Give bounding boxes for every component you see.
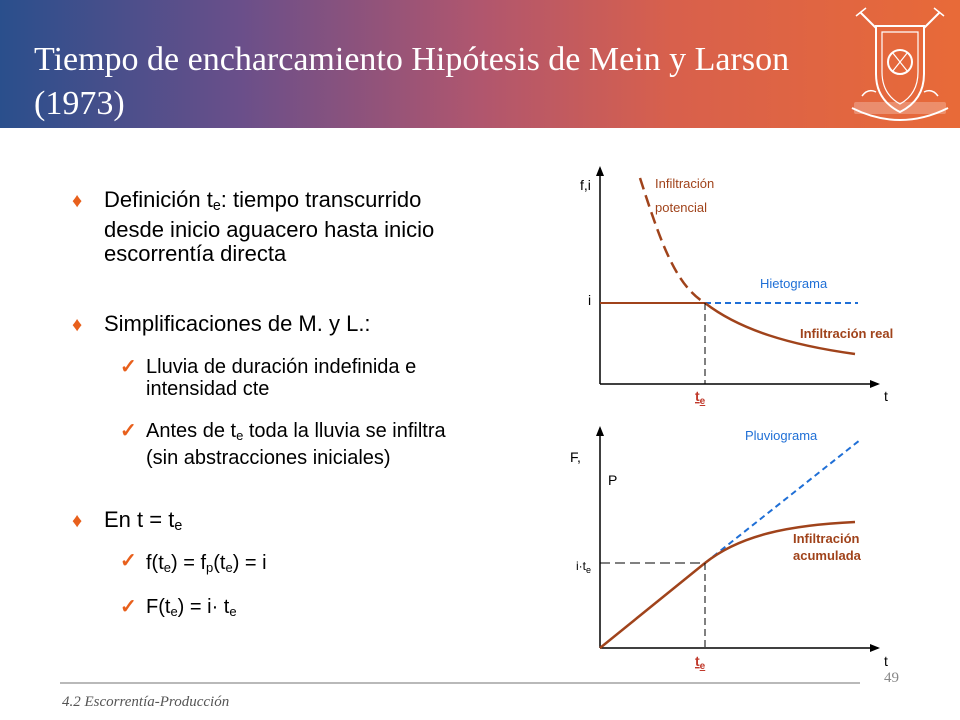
bottom-x-label: t [884, 653, 888, 669]
potencial-label-1: Infiltración [655, 176, 715, 191]
sub-bullet-eq1: $f(t_e) = f_p(t_e) = i$ [146, 552, 267, 575]
page-number: 49 [884, 670, 899, 686]
bullet-simplificaciones: Simplificaciones de M. y L.: [104, 311, 371, 336]
bottom-rain-line [600, 563, 705, 648]
bottom-chart [570, 426, 888, 672]
infiltracion-real-label: Infiltración real [800, 326, 894, 341]
sub-bullet-antes: Antes de $t_e$ toda la lluvia se infiltra (sin abstracciones iniciales) [146, 420, 446, 469]
check-icon: ✓ [120, 596, 137, 618]
potencial-label-2: potencial [655, 200, 708, 215]
check-icon: ✓ [120, 420, 137, 442]
top-i-label: i [588, 292, 592, 308]
pluviograma-label: Pluviograma [745, 428, 818, 443]
bottom-y-label: F, [570, 449, 581, 465]
acumulada-label-2: acumulada [793, 548, 861, 563]
bottom-ite-label: $i\cdot t_e$ [576, 559, 592, 575]
check-icon: ✓ [120, 550, 137, 572]
drop-bullet-icon: ♦ [72, 190, 83, 212]
hietograma-label: Hietograma [760, 276, 828, 291]
bottom-te-label: $t_e$ [695, 653, 706, 672]
acumulada-label-1: Infiltración [793, 531, 860, 546]
slide-title: Tiempo de encharcamiento Hipótesis de Mein y Larson (1973) [34, 41, 790, 122]
check-icon: ✓ [120, 356, 137, 378]
sub-bullet-lluvia: Lluvia de duración indefinida e intensidad cte [146, 356, 417, 400]
top-y-label: f,i [580, 177, 591, 193]
sub-bullet-eq2: $F(t_e) = i\cdot t_e$ [146, 596, 237, 619]
bullet-definicion: Definición $t_e$: tiempo transcurrido desde inicio aguacero hasta inicio escorrentía directa [104, 187, 435, 266]
drop-bullet-icon: ♦ [72, 314, 83, 336]
bottom-p-label: P [608, 472, 618, 488]
bullet-en-t: En $t = t_e$ [104, 507, 183, 534]
drop-bullet-icon: ♦ [72, 510, 83, 532]
infiltracion-potencial-curve [640, 178, 708, 303]
footer-section: 4.2 Escorrentía-Producción [62, 694, 230, 710]
top-chart [580, 166, 893, 407]
top-x-label: t [884, 388, 888, 404]
top-te-label: $t_e$ [695, 388, 706, 407]
footer-divider [60, 682, 860, 684]
